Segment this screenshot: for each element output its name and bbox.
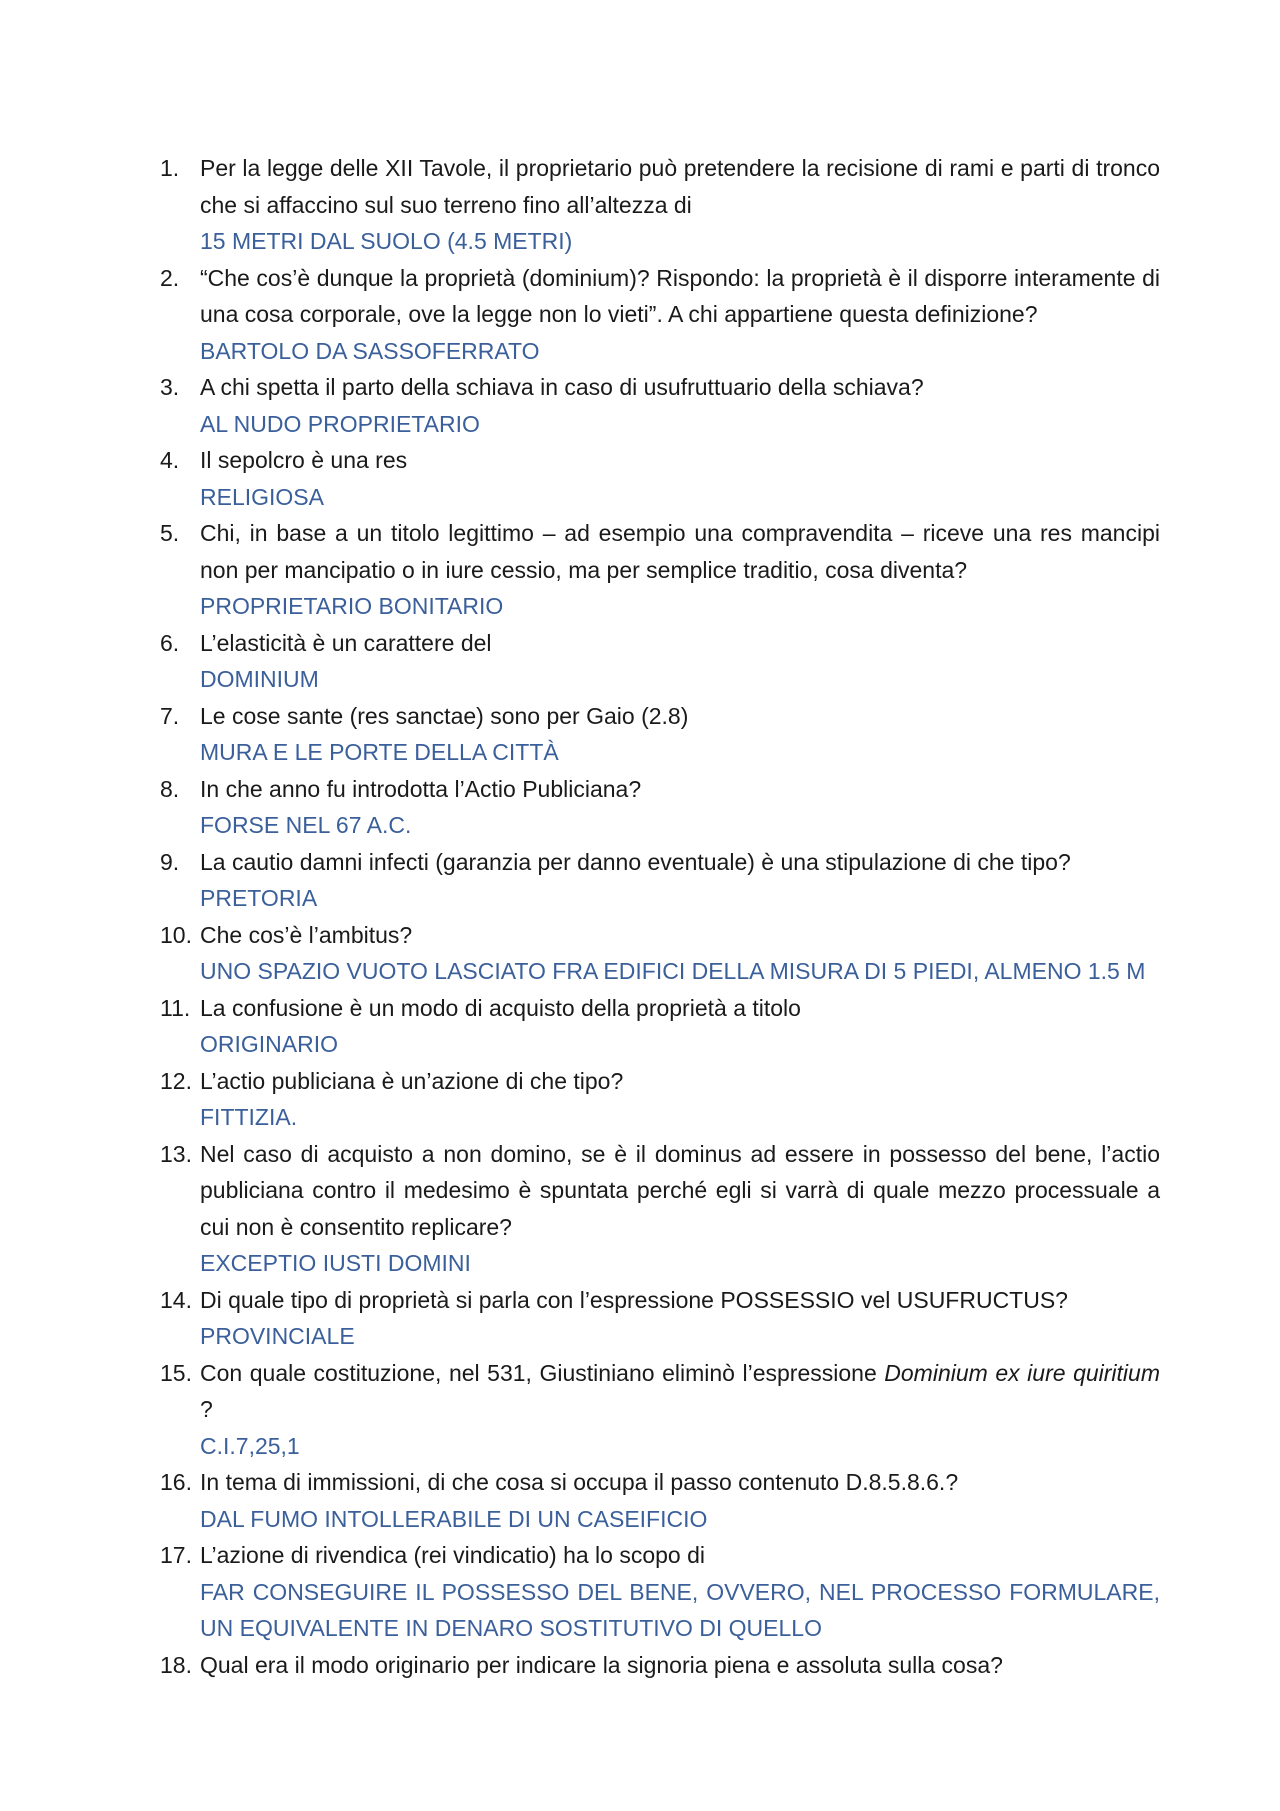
question-text: Chi, in base a un titolo legittimo – ad esempio una compravendita – riceve una res mancipi non per mancipatio o in iure cessio, ma per semplice traditio, cosa diventa? [200, 520, 1160, 583]
question-list [160, 150, 1160, 1683]
list-item-1 [160, 150, 1160, 260]
item-number: 16. [160, 1469, 192, 1495]
question-text: Che cos’è l’ambitus? [200, 921, 413, 948]
answer-text: FORSE NEL 67 A.C. [200, 812, 412, 838]
question-text-italic: Dominium ex iure quiritium [884, 1359, 1160, 1386]
item-number: 15. [160, 1359, 192, 1386]
question-text: Per la legge delle XII Tavole, il proprietario può pretendere la recisione di rami e parti di tronco che si affaccino sul suo terreno fino all’altezza di [200, 155, 1160, 218]
item-number: 7. [160, 702, 180, 729]
answer-text: DAL FUMO INTOLLERABILE DI UN CASEIFICIO [200, 1505, 708, 1532]
answer-text: PROVINCIALE [200, 1323, 355, 1349]
answer-text: 15 METRI DAL SUOLO (4.5 METRI) [200, 228, 573, 254]
answer-text: DOMINIUM [200, 666, 319, 692]
list-item-14 [160, 1282, 1160, 1355]
item-number: 1. [160, 155, 180, 181]
item-number: 13. [160, 1140, 192, 1167]
item-number: 17. [160, 1542, 192, 1568]
question-text: In tema di immissioni, di che cosa si occupa il passo contenuto D.8.5.8.6.? [200, 1469, 959, 1495]
answer-text: RELIGIOSA [200, 483, 324, 510]
question-text: La cautio damni infecti (garanzia per danno eventuale) è una stipulazione di che tipo? [200, 848, 1071, 875]
answer-text: ORIGINARIO [200, 1031, 339, 1057]
answer-text: BARTOLO DA SASSOFERRATO [200, 337, 540, 364]
list-item-15 [160, 1355, 1160, 1465]
item-number: 9. [160, 848, 180, 875]
answer-text: UNO SPAZIO VUOTO LASCIATO FRA EDIFICI DELLA MISURA DI 5 PIEDI, ALMENO 1.5 M [200, 958, 1146, 984]
list-item-5 [160, 515, 1160, 625]
list-item-18 [160, 1647, 1160, 1684]
question-text [200, 1355, 1160, 1428]
question-text: Il sepolcro è una res [200, 447, 408, 473]
answer-text: AL NUDO PROPRIETARIO [200, 410, 480, 437]
question-text-start: Con quale costituzione, nel 531, Giustiniano eliminò l’espressione [200, 1359, 885, 1386]
list-item-2 [160, 260, 1160, 370]
answer-text: FAR CONSEGUIRE IL POSSESSO DEL BENE, OVVERO, NEL PROCESSO FORMULARE, UN EQUIVALENTE IN DENARO SOSTITUTIVO DI QUELLO [200, 1578, 1160, 1641]
question-text: Le cose sante (res sanctae) sono per Gaio (2.8) [200, 702, 689, 729]
list-item-10 [160, 917, 1160, 990]
item-number: 4. [160, 447, 180, 473]
list-item-13 [160, 1136, 1160, 1282]
question-text: Nel caso di acquisto a non domino, se è il dominus ad essere in possesso del bene, l’actio publiciana contro il medesimo è spuntata perché egli si varrà di quale mezzo processuale a cui non è consentito replicare? [200, 1140, 1160, 1240]
answer-text: FITTIZIA. [200, 1104, 298, 1130]
answer-text: MURA E LE PORTE DELLA CITTÀ [200, 739, 559, 765]
question-text: L’actio publiciana è un’azione di che tipo? [200, 1067, 624, 1094]
question-text: L’azione di rivendica (rei vindicatio) ha lo scopo di [200, 1542, 706, 1568]
item-number: 10. [160, 921, 192, 948]
item-number: 11. [160, 994, 191, 1021]
question-text: “Che cos’è dunque la proprietà (dominium)? Rispondo: la proprietà è il disporre interamente di una cosa corporale, ove la legge non lo vieti”. A chi appartiene questa definizione? [200, 264, 1160, 327]
list-item-6 [160, 625, 1160, 698]
answer-text: EXCEPTIO IUSTI DOMINI [200, 1250, 471, 1276]
list-item-7 [160, 698, 1160, 771]
list-item-8 [160, 771, 1160, 844]
item-number: 3. [160, 374, 180, 400]
question-text: A chi spetta il parto della schiava in caso di usufruttuario della schiava? [200, 374, 924, 400]
item-number: 14. [160, 1286, 192, 1313]
item-number: 5. [160, 520, 180, 546]
list-item-3 [160, 369, 1160, 442]
question-text: La confusione è un modo di acquisto della proprietà a titolo [200, 994, 801, 1021]
item-number: 18. [160, 1651, 192, 1678]
list-item-4 [160, 442, 1160, 515]
item-number: 6. [160, 629, 180, 656]
question-text: In che anno fu introdotta l’Actio Publiciana? [200, 775, 642, 802]
list-item-9 [160, 844, 1160, 917]
question-text-end: ? [200, 1396, 213, 1422]
question-text: Di quale tipo di proprietà si parla con l’espressione POSSESSIO vel USUFRUCTUS? [200, 1286, 1068, 1313]
question-text: L’elasticità è un carattere del [200, 629, 492, 656]
item-number: 2. [160, 264, 180, 291]
question-text: Qual era il modo originario per indicare la signoria piena e assoluta sulla cosa? [200, 1651, 1003, 1678]
answer-text: PROPRIETARIO BONITARIO [200, 593, 504, 619]
list-item-16 [160, 1464, 1160, 1537]
answer-text: PRETORIA [200, 885, 318, 911]
item-number: 12. [160, 1067, 192, 1094]
answer-text: C.I.7,25,1 [200, 1432, 300, 1459]
list-item-11 [160, 990, 1160, 1063]
document-page [160, 150, 1160, 1683]
list-item-17 [160, 1537, 1160, 1647]
item-number: 8. [160, 775, 180, 802]
list-item-12 [160, 1063, 1160, 1136]
